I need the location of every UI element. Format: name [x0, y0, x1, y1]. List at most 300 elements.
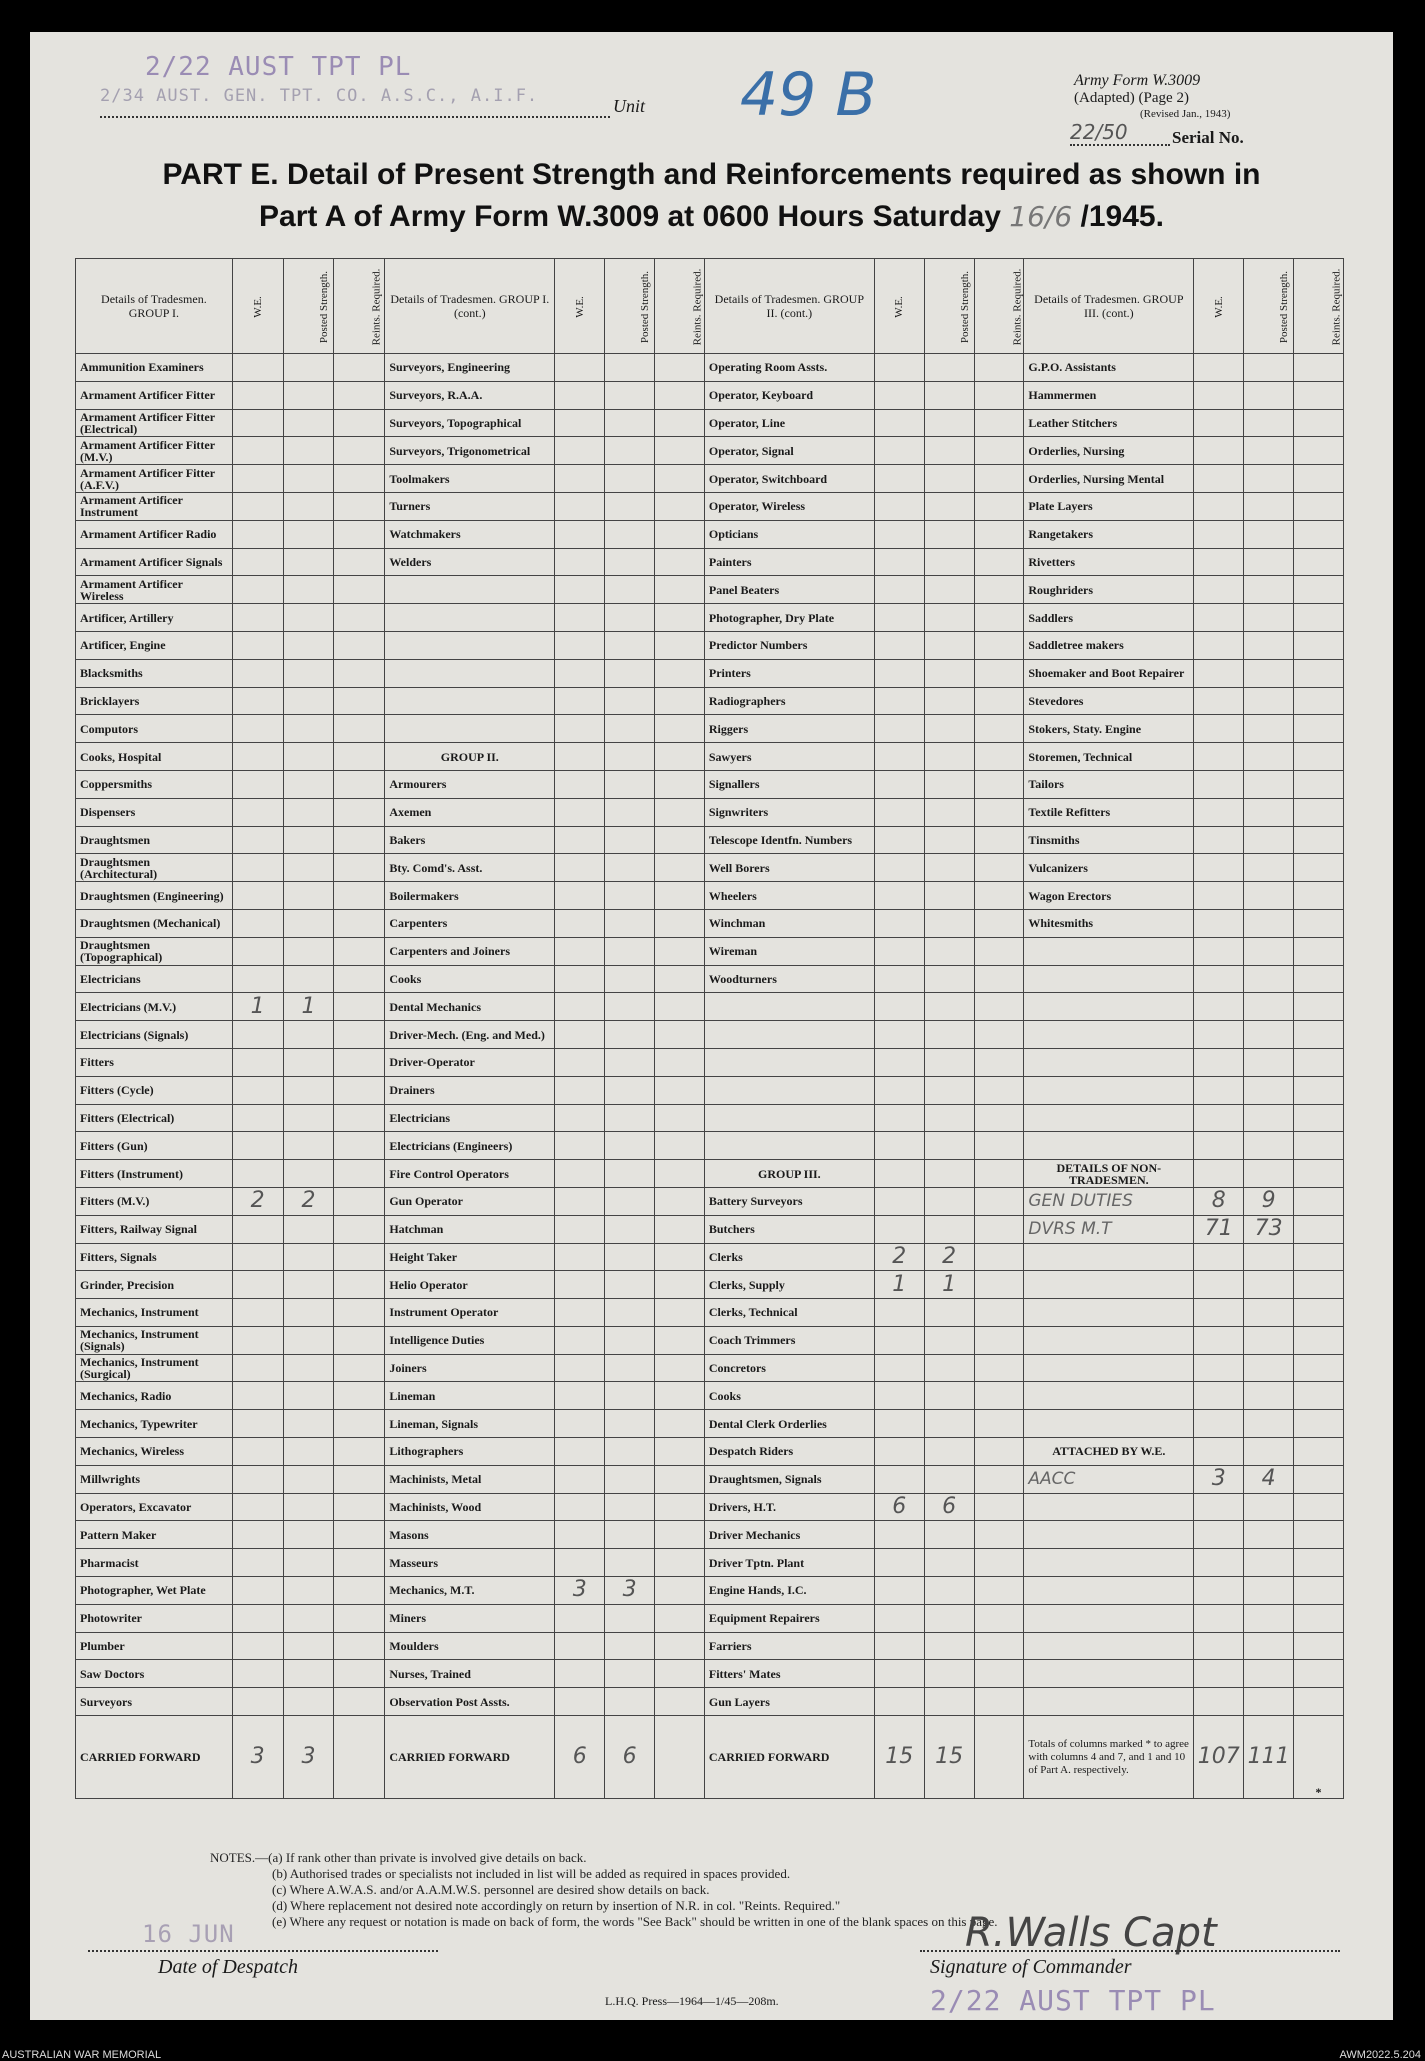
trade-label: Clerks, Technical — [704, 1299, 874, 1327]
posted-value — [605, 1271, 655, 1299]
reints-value — [334, 1688, 385, 1716]
reints-value — [974, 743, 1024, 771]
reints-value — [334, 1465, 385, 1493]
we-value — [555, 1410, 605, 1438]
trade-label: Height Taker — [385, 1243, 555, 1271]
we-value — [874, 1465, 924, 1493]
header-we: W.E. — [874, 259, 924, 354]
reints-value — [1294, 1410, 1344, 1438]
we-value — [555, 826, 605, 854]
posted-value — [924, 354, 974, 382]
we-value — [874, 1021, 924, 1049]
we-value — [555, 1465, 605, 1493]
we-value — [1194, 604, 1244, 632]
trade-label: Sawyers — [704, 743, 874, 771]
reints-value — [1294, 1132, 1344, 1160]
we-value — [555, 576, 605, 604]
posted-value — [605, 1076, 655, 1104]
reints-value — [1294, 937, 1344, 965]
posted-value — [1244, 1410, 1294, 1438]
posted-value — [1244, 659, 1294, 687]
trade-label — [1024, 937, 1194, 965]
reints-value — [655, 1549, 705, 1577]
reints-value — [1294, 1299, 1344, 1327]
reints-value — [334, 1326, 385, 1354]
we-value — [232, 1048, 283, 1076]
posted-value — [283, 492, 334, 520]
posted-value — [1244, 965, 1294, 993]
posted-value — [924, 854, 974, 882]
reints-value — [1294, 1021, 1344, 1049]
trade-label — [1024, 1493, 1194, 1521]
reints-value — [974, 993, 1024, 1021]
table-row — [76, 1549, 1344, 1577]
trade-label: GROUP II. — [385, 743, 555, 771]
reints-value — [1294, 1243, 1344, 1271]
posted-value — [924, 576, 974, 604]
posted-value — [605, 576, 655, 604]
note-a: NOTES.—(a) If rank other than private is involved give details on back. — [210, 1850, 587, 1865]
trade-label: Mechanics, M.T. — [385, 1577, 555, 1605]
reints-value — [334, 1549, 385, 1577]
trade-label: Mechanics, Instrument (Surgical) — [76, 1354, 233, 1382]
trade-label: Armament Artificer Instrument — [76, 492, 233, 520]
we-value: 6 — [874, 1493, 924, 1521]
reints-value — [974, 659, 1024, 687]
posted-value: 6 — [924, 1493, 974, 1521]
trade-label: Farriers — [704, 1632, 874, 1660]
table-row — [76, 1521, 1344, 1549]
we-value — [1194, 409, 1244, 437]
posted-value — [283, 1660, 334, 1688]
trade-label: Saw Doctors — [76, 1660, 233, 1688]
title-line-2a: Part A of Army Form W.3009 at 0600 Hours Saturday — [259, 200, 1001, 233]
posted-value — [283, 1604, 334, 1632]
trade-label: Armament Artificer Signals — [76, 548, 233, 576]
reints-value — [334, 1048, 385, 1076]
serial-dotline — [1070, 144, 1170, 146]
reints-value — [655, 1632, 705, 1660]
trade-label: Riggers — [704, 715, 874, 743]
posted-value — [924, 1549, 974, 1577]
reints-value — [974, 1632, 1024, 1660]
we-value — [555, 1299, 605, 1327]
trade-label: Fitters, Signals — [76, 1243, 233, 1271]
we-value — [555, 659, 605, 687]
reints-value — [334, 1354, 385, 1382]
trade-label: Operator, Signal — [704, 437, 874, 465]
posted-value — [1244, 437, 1294, 465]
table-row — [76, 437, 1344, 465]
trade-label: Winchman — [704, 909, 874, 937]
posted-value — [283, 687, 334, 715]
we-value — [874, 1215, 924, 1243]
reints-value — [334, 1076, 385, 1104]
we-value — [555, 1549, 605, 1577]
reints-value — [655, 965, 705, 993]
reints-value — [974, 1243, 1024, 1271]
trade-label — [704, 1021, 874, 1049]
unit-dotline — [100, 116, 610, 118]
posted-value — [605, 381, 655, 409]
we-value — [874, 1132, 924, 1160]
reints-value — [974, 826, 1024, 854]
posted-value — [1244, 909, 1294, 937]
posted-value — [1244, 1438, 1294, 1466]
trade-label: Surveyors, Trigonometrical — [385, 437, 555, 465]
trade-label: Whitesmiths — [1024, 909, 1194, 937]
posted-value — [1244, 798, 1294, 826]
trade-label: Engine Hands, I.C. — [704, 1577, 874, 1605]
trade-label — [1024, 1271, 1194, 1299]
trade-label: Well Borers — [704, 854, 874, 882]
posted-value — [605, 604, 655, 632]
we-value — [1194, 1382, 1244, 1410]
trade-label: Storemen, Technical — [1024, 743, 1194, 771]
trade-label: Leather Stitchers — [1024, 409, 1194, 437]
posted-value — [283, 604, 334, 632]
posted-value — [605, 659, 655, 687]
posted-value — [283, 798, 334, 826]
posted-value — [283, 1326, 334, 1354]
reints-value — [334, 1104, 385, 1132]
trade-label: Plumber — [76, 1632, 233, 1660]
trade-label: Welders — [385, 548, 555, 576]
reints-value — [334, 1132, 385, 1160]
we-value — [555, 937, 605, 965]
we-value — [232, 1299, 283, 1327]
trade-label: Wagon Erectors — [1024, 882, 1194, 910]
posted-value — [924, 882, 974, 910]
reints-value — [655, 1326, 705, 1354]
we-value — [232, 882, 283, 910]
watermark-right: AWM2022.5.204 — [1339, 2049, 1421, 2061]
posted-value — [924, 520, 974, 548]
reints-value — [334, 576, 385, 604]
we-value — [555, 1187, 605, 1215]
trade-label: Draughtsmen (Engineering) — [76, 882, 233, 910]
trade-label: Signwriters — [704, 798, 874, 826]
reints-value — [334, 826, 385, 854]
posted-value — [924, 1604, 974, 1632]
we-value — [874, 1632, 924, 1660]
trade-label: Lineman, Signals — [385, 1410, 555, 1438]
trade-label — [385, 687, 555, 715]
serial-value: 22/50 — [1070, 120, 1128, 144]
table-row — [76, 993, 1344, 1021]
reints-value — [974, 1438, 1024, 1466]
trade-label: Photowriter — [76, 1604, 233, 1632]
posted-value — [605, 798, 655, 826]
posted-value — [605, 548, 655, 576]
we-value — [1194, 743, 1244, 771]
we-value — [874, 604, 924, 632]
we-value: 8 — [1194, 1187, 1244, 1215]
posted-value — [924, 1021, 974, 1049]
reints-value — [974, 1688, 1024, 1716]
trade-label: Mechanics, Instrument — [76, 1299, 233, 1327]
reints-value — [1294, 465, 1344, 493]
we-value — [232, 1271, 283, 1299]
posted-value — [924, 604, 974, 632]
we-value — [1194, 1604, 1244, 1632]
reints-value — [974, 798, 1024, 826]
trade-label: Intelligence Duties — [385, 1326, 555, 1354]
we-value — [232, 715, 283, 743]
posted-value — [1244, 520, 1294, 548]
trade-label: Lineman — [385, 1382, 555, 1410]
reints-value — [1294, 687, 1344, 715]
trade-label: Drivers, H.T. — [704, 1493, 874, 1521]
posted-value — [924, 1326, 974, 1354]
we-value — [555, 1632, 605, 1660]
table-row — [76, 354, 1344, 382]
we-value — [232, 965, 283, 993]
trade-label — [385, 715, 555, 743]
we-value — [555, 1160, 605, 1188]
posted-value — [283, 465, 334, 493]
reints-value — [974, 520, 1024, 548]
trade-label: Radiographers — [704, 687, 874, 715]
posted-value — [605, 1410, 655, 1438]
reints-value — [655, 1604, 705, 1632]
we-value — [555, 743, 605, 771]
carried-forward-label: CARRIED FORWARD — [76, 1716, 233, 1799]
trade-label: Watchmakers — [385, 520, 555, 548]
reints-value — [974, 715, 1024, 743]
we-value — [1194, 1104, 1244, 1132]
we-value — [874, 1104, 924, 1132]
trade-label: Cooks — [704, 1382, 874, 1410]
we-value — [232, 1604, 283, 1632]
trade-label: Moulders — [385, 1632, 555, 1660]
we-value — [874, 743, 924, 771]
posted-value — [605, 993, 655, 1021]
we-value — [555, 604, 605, 632]
posted-value — [605, 1354, 655, 1382]
we-value — [232, 1688, 283, 1716]
we-value — [555, 1104, 605, 1132]
we-value — [232, 1021, 283, 1049]
table-row — [76, 1493, 1344, 1521]
trade-label: Carpenters and Joiners — [385, 937, 555, 965]
posted-value — [605, 1688, 655, 1716]
note-b: (b) Authorised trades or specialists not included in list will be added as required in spaces provided. — [272, 1866, 791, 1881]
reints-value — [334, 715, 385, 743]
posted-value — [924, 1521, 974, 1549]
posted-value — [924, 1299, 974, 1327]
trade-label: Grinder, Precision — [76, 1271, 233, 1299]
we-value — [232, 548, 283, 576]
we-value — [555, 1132, 605, 1160]
posted-value — [1244, 1521, 1294, 1549]
we-value — [874, 1187, 924, 1215]
trade-label: Mechanics, Radio — [76, 1382, 233, 1410]
table-row — [76, 1243, 1344, 1271]
trade-label: Driver-Mech. (Eng. and Med.) — [385, 1021, 555, 1049]
reints-value — [655, 1465, 705, 1493]
header-details-g1-cont: Details of Tradesmen. GROUP I. (cont.) — [385, 259, 555, 354]
reints-value — [655, 743, 705, 771]
table-row — [76, 1660, 1344, 1688]
we-value — [232, 409, 283, 437]
trade-label: Driver-Operator — [385, 1048, 555, 1076]
posted-value — [605, 492, 655, 520]
we-value — [1194, 1326, 1244, 1354]
trade-label: Surveyors, Engineering — [385, 354, 555, 382]
reints-value — [974, 909, 1024, 937]
posted-value — [605, 1243, 655, 1271]
we-value — [555, 1243, 605, 1271]
we-value — [1194, 1660, 1244, 1688]
we-value — [555, 631, 605, 659]
reints-value — [974, 576, 1024, 604]
table-row — [76, 1104, 1344, 1132]
table-row — [76, 1632, 1344, 1660]
reints-value — [655, 1354, 705, 1382]
reints-value — [655, 1048, 705, 1076]
we-value — [555, 687, 605, 715]
we-value — [874, 1076, 924, 1104]
posted-value — [283, 576, 334, 604]
posted-value — [283, 1299, 334, 1327]
we-value — [232, 437, 283, 465]
posted-value — [283, 659, 334, 687]
trade-label: Fitters — [76, 1048, 233, 1076]
reints-value — [1294, 1160, 1344, 1188]
carried-forward-label: CARRIED FORWARD — [704, 1716, 874, 1799]
reints-value — [1294, 770, 1344, 798]
trade-label: Coppersmiths — [76, 770, 233, 798]
posted-value — [924, 1382, 974, 1410]
trade-label: Drainers — [385, 1076, 555, 1104]
trade-label — [1024, 1382, 1194, 1410]
reints-value — [334, 743, 385, 771]
signature: R.Walls Capt — [965, 1910, 1217, 1956]
we-value — [874, 826, 924, 854]
posted-value — [924, 492, 974, 520]
posted-value: 73 — [1244, 1215, 1294, 1243]
reints-value — [334, 854, 385, 882]
reints-value — [974, 492, 1024, 520]
we-value — [874, 1354, 924, 1382]
trade-label: Roughriders — [1024, 576, 1194, 604]
posted-value — [605, 715, 655, 743]
posted-value — [924, 1160, 974, 1188]
we-value — [1194, 687, 1244, 715]
table-row — [76, 909, 1344, 937]
trade-label: Artificer, Engine — [76, 631, 233, 659]
reints-value — [974, 1577, 1024, 1605]
posted-value — [924, 1076, 974, 1104]
posted-value — [605, 882, 655, 910]
posted-value — [283, 631, 334, 659]
we-value — [874, 798, 924, 826]
we-value — [1194, 1132, 1244, 1160]
reints-value — [655, 1132, 705, 1160]
trade-label — [1024, 1021, 1194, 1049]
reints-value — [974, 437, 1024, 465]
we-value — [232, 743, 283, 771]
trade-label: ATTACHED BY W.E. — [1024, 1438, 1194, 1466]
title-date: 16/6 — [1009, 200, 1073, 233]
trade-label: Hammermen — [1024, 381, 1194, 409]
reints-value — [655, 1215, 705, 1243]
we-value — [232, 381, 283, 409]
trade-label: Operator, Wireless — [704, 492, 874, 520]
trade-label: Fitters (Instrument) — [76, 1160, 233, 1188]
posted-value — [1244, 1104, 1294, 1132]
trade-label: Pattern Maker — [76, 1521, 233, 1549]
we-value — [1194, 882, 1244, 910]
trade-label: Telescope Identfn. Numbers — [704, 826, 874, 854]
reints-value — [1294, 659, 1344, 687]
reints-value — [655, 1577, 705, 1605]
posted-value — [1244, 1299, 1294, 1327]
header-we: W.E. — [1194, 259, 1244, 354]
unit-label: Unit — [613, 96, 646, 116]
reints-value — [334, 882, 385, 910]
reints-value — [974, 1465, 1024, 1493]
reints-value — [974, 1160, 1024, 1188]
watermark-left: AUSTRALIAN WAR MEMORIAL — [2, 2049, 162, 2061]
we-value — [555, 381, 605, 409]
posted-value — [283, 548, 334, 576]
carried-forward-row — [76, 1716, 1344, 1799]
reints-value — [1294, 1604, 1344, 1632]
posted-value — [283, 1076, 334, 1104]
trade-label: Tailors — [1024, 770, 1194, 798]
trade-label: Toolmakers — [385, 465, 555, 493]
trade-label — [1024, 1632, 1194, 1660]
we-value — [874, 687, 924, 715]
we-value — [1194, 1271, 1244, 1299]
we-value — [555, 492, 605, 520]
trade-label: Electricians — [76, 965, 233, 993]
reints-value — [334, 1160, 385, 1188]
posted-value — [1244, 1688, 1294, 1716]
posted-value — [605, 1438, 655, 1466]
posted-value — [924, 437, 974, 465]
posted-value — [283, 381, 334, 409]
trade-label: Driver Tptn. Plant — [704, 1549, 874, 1577]
table-row — [76, 604, 1344, 632]
posted-value — [283, 965, 334, 993]
posted-value — [605, 743, 655, 771]
we-value — [874, 520, 924, 548]
we-value — [232, 687, 283, 715]
trade-label: Operating Room Assts. — [704, 354, 874, 382]
we-value — [874, 409, 924, 437]
trade-label: Stevedores — [1024, 687, 1194, 715]
posted-value — [283, 1243, 334, 1271]
reints-value — [974, 1215, 1024, 1243]
table-row — [76, 1271, 1344, 1299]
reints-value — [334, 1382, 385, 1410]
reints-value — [334, 909, 385, 937]
trade-label: Axemen — [385, 798, 555, 826]
table-row — [76, 882, 1344, 910]
table-row — [76, 576, 1344, 604]
trade-label: Electricians (Signals) — [76, 1021, 233, 1049]
posted-value — [1244, 770, 1294, 798]
we-value — [1194, 381, 1244, 409]
trade-label: AACC — [1024, 1465, 1194, 1493]
table-row — [76, 965, 1344, 993]
we-value — [232, 770, 283, 798]
trade-label: Battery Surveyors — [704, 1187, 874, 1215]
posted-value — [605, 1382, 655, 1410]
